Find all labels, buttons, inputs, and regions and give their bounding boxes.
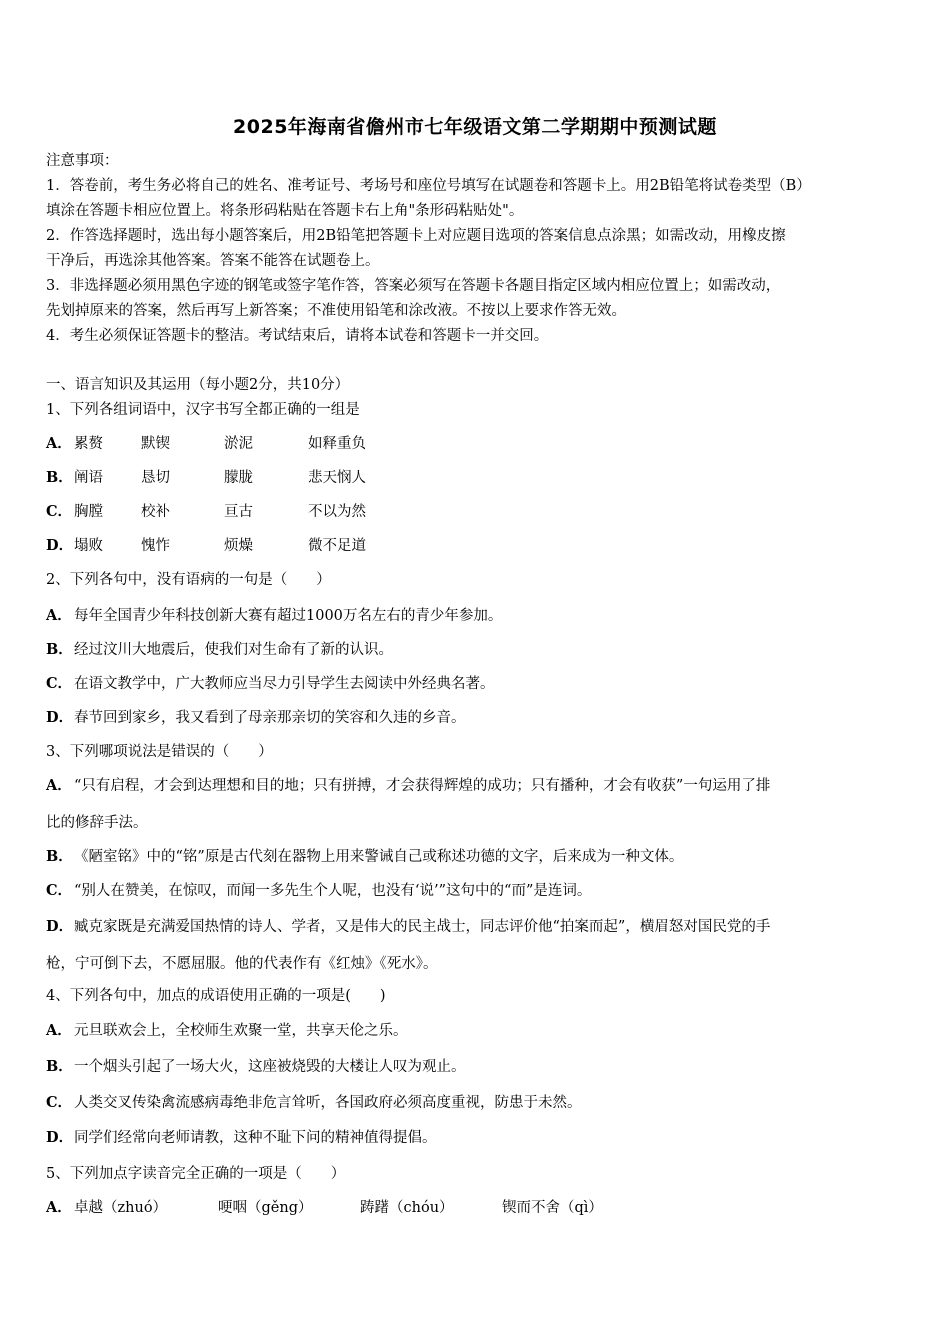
- word: 踌躇（chóu）: [360, 1200, 454, 1216]
- q4-option-d: [46, 1128, 437, 1148]
- notice-line: 4．考生必须保证答题卡的整洁。考试结束后，请将本试卷和答题卡一并交回。: [46, 328, 549, 344]
- notice-line: 2．作答选择题时，选出每小题答案后，用2B铅笔把答题卡上对应题目选项的答案信息点涂黑；如需改动，用橡皮擦: [46, 228, 786, 244]
- word: 默锲: [141, 436, 170, 452]
- option-text: 元旦联欢会上，全校师生欢聚一堂，共享天伦之乐。: [74, 1023, 408, 1039]
- option-text: 一个烟头引起了一场大火，这座被烧毁的大楼让人叹为观止。: [74, 1059, 466, 1075]
- option-text: 臧克家既是充满爱国热情的诗人、学者，又是伟大的民主战士，同志评价他“拍案而起”，横眉怒对国民党的手: [74, 919, 771, 935]
- q3-option-b: [46, 847, 683, 867]
- q3-option-a-continued: 比的修辞手法。: [46, 815, 148, 831]
- page-title: 2025年海南省儋州市七年级语文第二学期期中预测试题: [233, 116, 717, 138]
- option-label: B．: [46, 1058, 73, 1075]
- question-2-stem: 2、下列各句中，没有语病的一句是（ ）: [46, 572, 331, 588]
- word: 愧怍: [141, 538, 170, 554]
- q3-option-d: [46, 917, 770, 937]
- option-label: C．: [46, 882, 73, 899]
- option-label: C．: [46, 503, 73, 520]
- question-3-stem: 3、下列哪项说法是错误的（ ）: [46, 744, 273, 760]
- question-4-stem: 4、下列各句中，加点的成语使用正确的一项是( ): [46, 988, 386, 1004]
- question-5-stem: 5、下列加点字读音完全正确的一项是（ ）: [46, 1166, 346, 1182]
- option-label: B．: [46, 848, 73, 865]
- word: 微不足道: [308, 538, 366, 554]
- option-label: B．: [46, 641, 73, 658]
- option-label: D．: [46, 918, 74, 935]
- q4-option-a: [46, 1021, 408, 1041]
- option-label: A．: [46, 607, 72, 624]
- option-text: 人类交叉传染禽流感病毒绝非危言耸听，各国政府必须高度重视，防患于未然。: [74, 1095, 582, 1111]
- q5-option-a: [46, 1198, 74, 1218]
- option-text: 春节回到家乡，我又看到了母亲那亲切的笑容和久违的乡音。: [74, 710, 466, 726]
- option-label: A．: [46, 435, 72, 452]
- notice-line: 1．答卷前，考生务必将自己的姓名、准考证号、考场号和座位号填写在试题卷和答题卡上。用2B铅笔将试卷类型（B）: [46, 178, 811, 194]
- word: 不以为然: [308, 504, 366, 520]
- option-label: D．: [46, 709, 74, 726]
- q1-option-a: [46, 434, 74, 454]
- option-text: 每年全国青少年科技创新大赛有超过1000万名左右的青少年参加。: [74, 608, 503, 624]
- notice-line: 3．非选择题必须用黑色字迹的钢笔或签字笔作答，答案必须写在答题卡各题目指定区域内相应位置上；如需改动，: [46, 278, 781, 294]
- notice-line: 填涂在答题卡相应位置上。将条形码粘贴在答题卡右上角"条形码粘贴处"。: [46, 203, 524, 219]
- option-text: 在语文教学中，广大教师应当尽力引导学生去阅读中外经典名著。: [74, 676, 495, 692]
- q2-option-d: [46, 708, 466, 728]
- option-text: 《陋室铭》中的“铭”原是古代刻在器物上用来警诫自己或称述功德的文字，后来成为一种文体。: [74, 849, 684, 865]
- q3-option-c: [46, 881, 591, 901]
- word: 哽咽（gěng）: [218, 1200, 313, 1216]
- word: 悲天悯人: [308, 470, 366, 486]
- word: 卓越（zhuó）: [74, 1200, 168, 1216]
- notice-line: 干净后，再选涂其他答案。答案不能答在试题卷上。: [46, 253, 380, 269]
- q4-option-b: [46, 1057, 466, 1077]
- option-label: A．: [46, 1022, 72, 1039]
- q2-option-c: [46, 674, 495, 694]
- word: 累赘: [74, 436, 103, 452]
- notice-heading: 注意事项：: [46, 153, 119, 169]
- q1-option-d: [46, 536, 74, 556]
- word: 阐语: [74, 470, 103, 486]
- word: 校补: [141, 504, 170, 520]
- option-text: “别人在赞美，在惊叹，而闻一多先生个人呢，也没有‘说’”这句中的“而”是连词。: [74, 883, 592, 899]
- word: 锲而不舍（qì）: [502, 1200, 603, 1216]
- word: 如释重负: [308, 436, 366, 452]
- word: 朦胧: [224, 470, 253, 486]
- word: 亘古: [224, 504, 253, 520]
- q3-option-a: [46, 776, 770, 796]
- option-label: C．: [46, 1094, 73, 1111]
- question-1-stem: 1、下列各组词语中，汉字书写全都正确的一组是: [46, 402, 360, 418]
- word: 淤泥: [224, 436, 253, 452]
- option-label: A．: [46, 777, 72, 794]
- q3-option-d-continued: 枪，宁可倒下去，不愿屈服。他的代表作有《红烛》《死水》。: [46, 956, 438, 972]
- notice-line: 先划掉原来的答案，然后再写上新答案；不准使用铅笔和涂改液。不按以上要求作答无效。: [46, 303, 626, 319]
- option-label: A．: [46, 1199, 72, 1216]
- option-label: D．: [46, 537, 74, 554]
- option-text: “只有启程，才会到达理想和目的地；只有拼搏，才会获得辉煌的成功；只有播种，才会有收获”一句运用了排: [74, 778, 771, 794]
- option-label: D．: [46, 1129, 74, 1146]
- q2-option-b: [46, 640, 393, 660]
- word: 胸膛: [74, 504, 103, 520]
- q1-option-c: [46, 502, 74, 522]
- option-label: C．: [46, 675, 73, 692]
- q2-option-a: [46, 606, 502, 626]
- word: 恳切: [141, 470, 170, 486]
- word: 塌败: [74, 538, 103, 554]
- word: 烦燥: [224, 538, 253, 554]
- option-text: 经过汶川大地震后，使我们对生命有了新的认识。: [74, 642, 393, 658]
- q1-option-b: [46, 468, 74, 488]
- option-label: B．: [46, 469, 73, 486]
- section-heading: 一、语言知识及其运用（每小题2分，共10分）: [46, 377, 350, 393]
- option-text: 同学们经常向老师请教，这种不耻下问的精神值得提倡。: [74, 1130, 437, 1146]
- q4-option-c: [46, 1093, 582, 1113]
